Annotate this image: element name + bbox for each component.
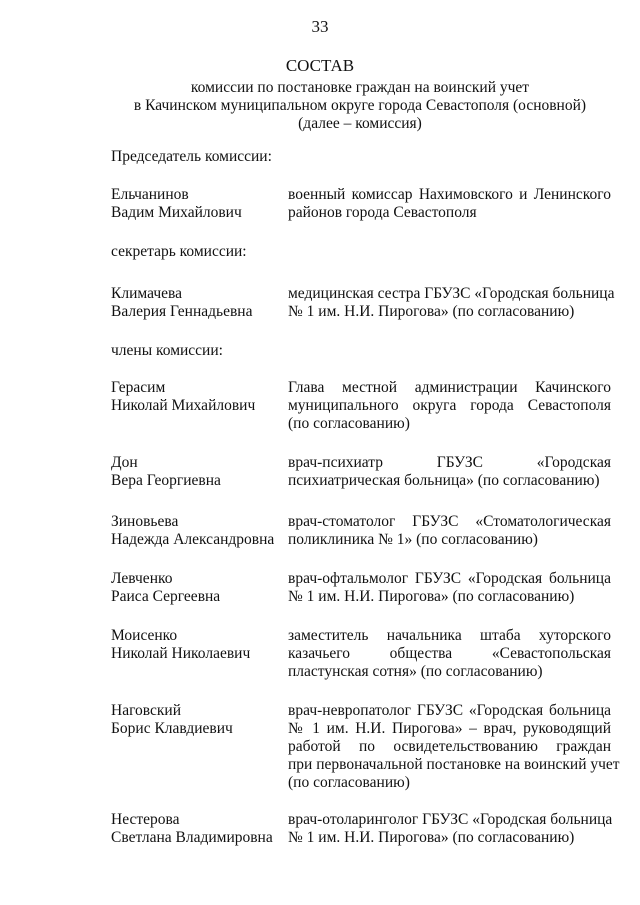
member-name [111, 570, 286, 606]
member-position [288, 627, 611, 681]
subtitle-line-1: комиссии по постановке граждан на воинский учет [190, 79, 530, 96]
position-line: № 1 им. Н.И. Пирогова» (по согласованию) [288, 303, 575, 320]
members-label: члены комиссии: [111, 342, 223, 359]
member-position [288, 702, 620, 792]
page-number: 33 [311, 17, 329, 36]
member-position [288, 454, 611, 490]
position-line: медицинская сестра ГБУЗС «Городская больница [288, 285, 615, 302]
secretary-label: секретарь комиссии: [111, 243, 247, 260]
member-name [111, 702, 286, 738]
position-line: пластунская сотня» (по согласованию) [288, 663, 543, 680]
member-position [288, 379, 611, 433]
position-line: № 1 им. Н.И. Пирогова» (по согласованию) [288, 829, 575, 846]
member-surname: Дон [111, 454, 138, 471]
member-name [111, 454, 286, 490]
member-position [288, 513, 611, 549]
position-line: (по согласованию) [288, 415, 410, 432]
subtitle-line-3: (далее – комиссия) [298, 115, 422, 132]
position-line: врач-невропатолог ГБУЗС «Городская больница [288, 702, 611, 719]
position-line: заместитель начальника штаба хуторского [288, 627, 611, 644]
member-position [288, 570, 611, 606]
chairman-label: Председатель комиссии: [111, 148, 272, 165]
member-position [288, 811, 611, 847]
member-name [111, 285, 286, 321]
member-given-name: Вера Георгиевна [111, 472, 221, 489]
position-line: врач-стоматолог ГБУЗС «Стоматологическая [288, 513, 611, 530]
position-line: психиатрическая больница» (по согласованию) [288, 472, 600, 489]
member-surname: Ельчанинов [111, 186, 189, 203]
position-line: работой по освидетельствованию граждан [288, 738, 611, 755]
position-line: Глава местной администрации Качинского [288, 379, 611, 396]
member-name [111, 627, 286, 663]
position-line: муниципального округа города Севастополя [288, 397, 611, 414]
member-name [111, 513, 286, 549]
position-line: врач-отоларинголог ГБУЗС «Городская больница [288, 811, 613, 828]
document-title: СОСТАВ [285, 56, 355, 75]
member-given-name: Борис Клавдиевич [111, 720, 233, 737]
position-line: № 1 им. Н.И. Пирогова» (по согласованию) [288, 588, 575, 605]
member-name [111, 186, 286, 222]
member-given-name: Николай Николаевич [111, 645, 251, 662]
member-given-name: Валерия Геннадьевна [111, 303, 253, 320]
member-given-name: Раиса Сергеевна [111, 588, 221, 605]
position-line: врач-офтальмолог ГБУЗС «Городская больница [288, 570, 611, 587]
member-position [288, 186, 611, 222]
position-line: (по согласованию) [288, 774, 410, 791]
position-line: при первоначальной постановке на воинский учет [288, 756, 620, 773]
member-surname: Моисенко [111, 627, 178, 644]
member-surname: Нестерова [111, 811, 180, 828]
subtitle-line-2: в Качинском муниципальном округе города Севастополя (основной) [133, 97, 587, 114]
position-line: поликлиника № 1» (по согласованию) [288, 531, 538, 548]
member-surname: Герасим [111, 379, 166, 396]
position-line: врач-психиатр ГБУЗС «Городская [288, 454, 611, 471]
position-line: районов города Севастополя [288, 204, 477, 221]
member-position [288, 285, 615, 321]
member-given-name: Вадим Михайлович [111, 204, 242, 221]
member-name [111, 379, 286, 415]
member-surname: Зиновьева [111, 513, 179, 530]
member-surname: Климачева [111, 285, 182, 302]
member-surname: Наговский [111, 702, 182, 719]
member-given-name: Николай Михайлович [111, 397, 256, 414]
position-line: казачьего общества «Севастопольская [288, 645, 611, 662]
member-given-name: Надежда Александровна [111, 531, 275, 548]
member-given-name: Светлана Владимировна [111, 829, 273, 846]
position-line: военный комиссар Нахимовского и Ленинского [288, 186, 611, 203]
member-surname: Левченко [111, 570, 173, 587]
position-line: № 1 им. Н.И. Пирогова» – врач, руководящий [288, 720, 611, 737]
member-name [111, 811, 286, 847]
